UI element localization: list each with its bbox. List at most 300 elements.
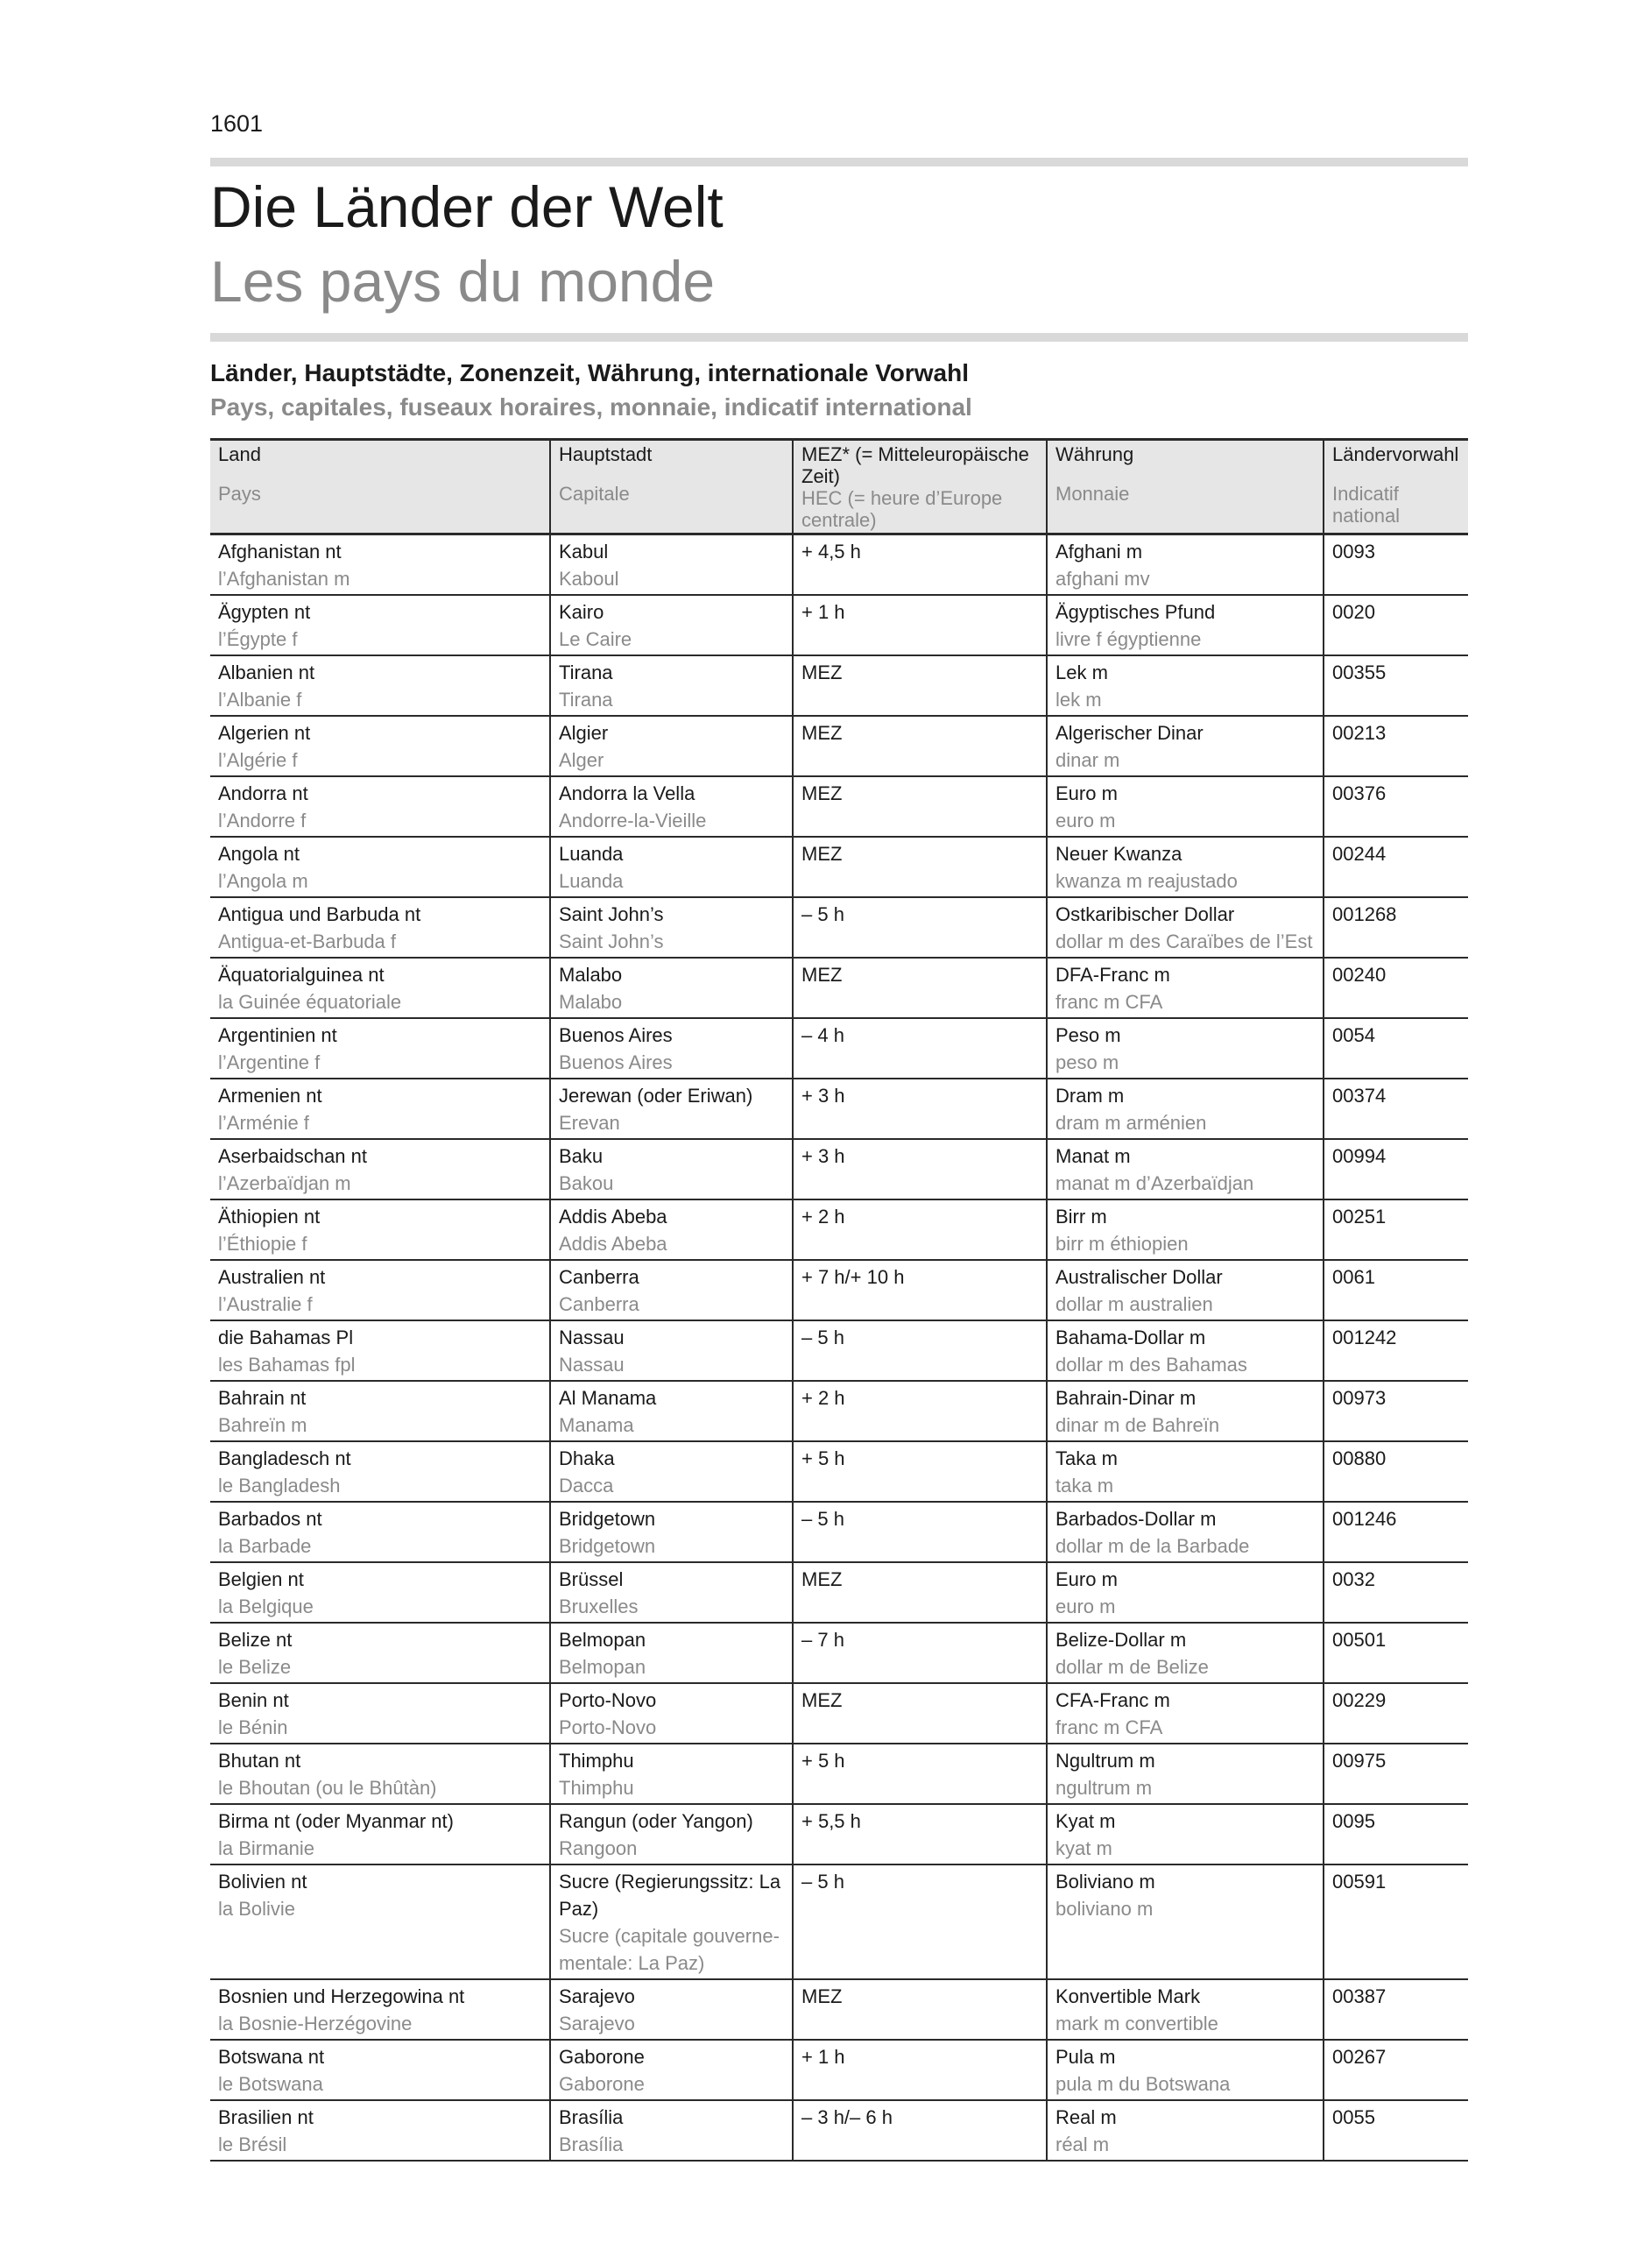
capital-de-text: Gaborone <box>559 2046 645 2068</box>
dial-code-cell <box>1324 534 1468 596</box>
country-fr-text: l’Argentine f <box>218 1051 321 1073</box>
currency-fr-text: livre f égyptienne <box>1055 628 1202 650</box>
table-row <box>210 1502 1468 1562</box>
time-de-text: + 3 h <box>801 1145 845 1167</box>
capital-de-text: Addis Abeba <box>559 1206 667 1228</box>
currency-cell <box>1047 2100 1324 2161</box>
time-cell <box>793 595 1047 655</box>
currency-de-text: Kyat m <box>1055 1810 1116 1832</box>
table-row <box>210 1320 1468 1381</box>
country-fr-text: Bahreïn m <box>218 1414 307 1436</box>
header-country <box>210 440 550 534</box>
currency-fr-text: birr m éthiopien <box>1055 1233 1189 1255</box>
header-dial-code-de: Ländervorwahl <box>1332 443 1459 465</box>
country-cell <box>210 1381 550 1441</box>
table-row <box>210 1018 1468 1079</box>
top-divider <box>210 158 1468 166</box>
capital-de-text: Kabul <box>559 541 609 563</box>
table-row <box>210 1804 1468 1864</box>
capital-fr-text: Manama <box>559 1414 634 1436</box>
section-divider <box>210 333 1468 342</box>
country-cell <box>210 2040 550 2100</box>
capital-de-text: Brasília <box>559 2106 624 2128</box>
capital-fr-text: Kaboul <box>559 568 619 590</box>
dial-code-cell <box>1324 897 1468 958</box>
country-cell <box>210 1864 550 1979</box>
table-row <box>210 897 1468 958</box>
currency-fr-text: euro m <box>1055 1596 1116 1617</box>
country-cell <box>210 1018 550 1079</box>
time-de-text: – 5 h <box>801 1327 844 1348</box>
currency-cell <box>1047 1260 1324 1320</box>
time-de-text: – 4 h <box>801 1024 844 1046</box>
currency-fr-text: dram m arménien <box>1055 1112 1207 1134</box>
table-row <box>210 595 1468 655</box>
currency-fr-text: dinar m <box>1055 749 1120 771</box>
currency-cell <box>1047 595 1324 655</box>
currency-cell <box>1047 958 1324 1018</box>
dial-code-de-text: 0061 <box>1332 1266 1375 1288</box>
country-cell <box>210 837 550 897</box>
capital-de-text: Porto-Novo <box>559 1689 657 1711</box>
capital-fr-text: Alger <box>559 749 604 771</box>
country-de-text: Argentinien nt <box>218 1024 337 1046</box>
currency-de-text: Belize-Dollar m <box>1055 1629 1187 1651</box>
country-de-text: Bhutan nt <box>218 1750 301 1772</box>
currency-cell <box>1047 1562 1324 1623</box>
time-cell <box>793 1683 1047 1744</box>
currency-fr-text: peso m <box>1055 1051 1119 1073</box>
currency-fr-text: franc m CFA <box>1055 1716 1163 1738</box>
time-cell <box>793 1199 1047 1260</box>
capital-fr-text: Rangoon <box>559 1837 638 1859</box>
currency-de-text: Bahrain-Dinar m <box>1055 1387 1197 1409</box>
country-cell <box>210 1623 550 1683</box>
capital-de-text: Brüssel <box>559 1568 624 1590</box>
time-cell <box>793 1260 1047 1320</box>
country-cell <box>210 1199 550 1260</box>
currency-fr-text: mark m convertible <box>1055 2013 1218 2034</box>
currency-de-text: Dram m <box>1055 1085 1125 1107</box>
currency-fr-text: réal m <box>1055 2133 1110 2155</box>
country-cell <box>210 1744 550 1804</box>
capital-fr-text: Belmopan <box>559 1656 646 1678</box>
header-country-de: Land <box>218 443 261 465</box>
country-fr-text: l’Afghanistan m <box>218 568 350 590</box>
country-fr-text: le Bénin <box>218 1716 288 1738</box>
table-row <box>210 655 1468 716</box>
capital-de-text: Belmopan <box>559 1629 646 1651</box>
capital-cell <box>550 1502 793 1562</box>
capital-fr-text: Buenos Aires <box>559 1051 673 1073</box>
country-cell <box>210 1139 550 1199</box>
time-de-text: – 7 h <box>801 1629 844 1651</box>
capital-fr-text: Andorre-la-Vieille <box>559 810 707 831</box>
time-cell <box>793 1441 1047 1502</box>
dial-code-cell <box>1324 655 1468 716</box>
country-fr-text: l’Égypte f <box>218 628 298 650</box>
time-de-text: + 5 h <box>801 1447 845 1469</box>
dial-code-cell <box>1324 1381 1468 1441</box>
country-de-text: Belgien nt <box>218 1568 304 1590</box>
capital-de-text: Jerewan (oder Eriwan) <box>559 1085 753 1107</box>
time-de-text: MEZ <box>801 1985 843 2007</box>
currency-de-text: Euro m <box>1055 782 1118 804</box>
country-cell <box>210 1562 550 1623</box>
section-title-fr: Pays, capitales, fuseaux horaires, monnaie, indicatif international <box>210 393 972 421</box>
capital-de-text: Canberra <box>559 1266 639 1288</box>
time-de-text: MEZ <box>801 843 843 865</box>
capital-fr-text: Bruxelles <box>559 1596 639 1617</box>
capital-fr-text: Erevan <box>559 1112 620 1134</box>
capital-fr-text: Addis Abeba <box>559 1233 667 1255</box>
time-cell <box>793 1502 1047 1562</box>
table-row <box>210 1199 1468 1260</box>
capital-fr-text: Luanda <box>559 870 624 892</box>
table-row <box>210 958 1468 1018</box>
capital-fr-text: Nassau <box>559 1354 625 1376</box>
currency-fr-text: dollar m de Belize <box>1055 1656 1209 1678</box>
capital-cell <box>550 1018 793 1079</box>
capital-de-text: Dhaka <box>559 1447 615 1469</box>
capital-cell <box>550 1804 793 1864</box>
capital-fr-text: Porto-Novo <box>559 1716 657 1738</box>
country-de-text: Birma nt (oder Myanmar nt) <box>218 1810 454 1832</box>
country-fr-text: l’Australie f <box>218 1293 313 1315</box>
currency-de-text: Taka m <box>1055 1447 1118 1469</box>
currency-fr-text: dollar m australien <box>1055 1293 1213 1315</box>
table-row <box>210 1683 1468 1744</box>
currency-cell <box>1047 1979 1324 2040</box>
time-de-text: – 3 h/– 6 h <box>801 2106 893 2128</box>
header-capital <box>550 440 793 534</box>
dial-code-de-text: 00213 <box>1332 722 1387 744</box>
currency-cell <box>1047 655 1324 716</box>
country-cell <box>210 716 550 776</box>
country-fr-text: l’Éthiopie f <box>218 1233 307 1255</box>
dial-code-cell <box>1324 1320 1468 1381</box>
time-de-text: + 1 h <box>801 2046 845 2068</box>
currency-cell <box>1047 716 1324 776</box>
country-de-text: Andorra nt <box>218 782 308 804</box>
currency-cell <box>1047 1199 1324 1260</box>
time-de-text: + 4,5 h <box>801 541 861 563</box>
currency-cell <box>1047 534 1324 596</box>
currency-de-text: Afghani m <box>1055 541 1143 563</box>
dial-code-de-text: 00376 <box>1332 782 1387 804</box>
capital-de-text: Luanda <box>559 843 624 865</box>
currency-de-text: Boliviano m <box>1055 1871 1155 1893</box>
country-fr-text: les Bahamas fpl <box>218 1354 356 1376</box>
time-de-text: + 5 h <box>801 1750 845 1772</box>
table-row <box>210 1139 1468 1199</box>
capital-de-text: Al Manama <box>559 1387 657 1409</box>
time-cell <box>793 776 1047 837</box>
dial-code-de-text: 0095 <box>1332 1810 1375 1832</box>
currency-fr-text: franc m CFA <box>1055 991 1163 1013</box>
dial-code-cell <box>1324 1562 1468 1623</box>
dial-code-de-text: 001242 <box>1332 1327 1397 1348</box>
capital-de-text: Algier <box>559 722 609 744</box>
capital-cell <box>550 1139 793 1199</box>
capital-cell <box>550 1260 793 1320</box>
country-fr-text: la Bosnie-Herzégovine <box>218 2013 413 2034</box>
dial-code-cell <box>1324 837 1468 897</box>
currency-fr-text: afghani mv <box>1055 568 1150 590</box>
time-cell <box>793 958 1047 1018</box>
country-fr-text: la Bolivie <box>218 1898 296 1920</box>
dial-code-de-text: 0020 <box>1332 601 1375 623</box>
capital-de-text: Bridgetown <box>559 1508 656 1530</box>
capital-cell <box>550 534 793 596</box>
country-fr-text: le Botswana <box>218 2073 323 2095</box>
country-cell <box>210 1441 550 1502</box>
capital-cell <box>550 2040 793 2100</box>
currency-de-text: Ostkaribischer Dollar <box>1055 903 1235 925</box>
dial-code-de-text: 0054 <box>1332 1024 1375 1046</box>
country-fr-text: l’Azerbaïdjan m <box>218 1172 351 1194</box>
country-de-text: Äquatorialguinea nt <box>218 964 385 986</box>
time-de-text: MEZ <box>801 964 843 986</box>
table-body <box>210 534 1468 2162</box>
time-cell <box>793 534 1047 596</box>
country-de-text: Angola nt <box>218 843 300 865</box>
table-row <box>210 1864 1468 1979</box>
capital-cell <box>550 595 793 655</box>
table-row <box>210 2040 1468 2100</box>
capital-fr-text: Malabo <box>559 991 623 1013</box>
country-fr-text: le Bangladesh <box>218 1475 341 1497</box>
dial-code-cell <box>1324 1502 1468 1562</box>
header-currency-fr: Monnaie <box>1055 483 1130 505</box>
capital-cell <box>550 1623 793 1683</box>
country-de-text: Botswana nt <box>218 2046 325 2068</box>
dial-code-de-text: 00229 <box>1332 1689 1387 1711</box>
time-cell <box>793 1804 1047 1864</box>
country-cell <box>210 958 550 1018</box>
header-time-zone-de: MEZ* (= Mitteleuropäische Zeit) <box>801 443 1029 487</box>
currency-de-text: Lek m <box>1055 662 1108 683</box>
currency-de-text: DFA-Franc m <box>1055 964 1170 986</box>
dial-code-de-text: 00994 <box>1332 1145 1387 1167</box>
currency-cell <box>1047 1320 1324 1381</box>
currency-de-text: Manat m <box>1055 1145 1131 1167</box>
table-row <box>210 1979 1468 2040</box>
capital-fr-text: Le Caire <box>559 628 632 650</box>
dial-code-cell <box>1324 2100 1468 2161</box>
currency-cell <box>1047 776 1324 837</box>
capital-de-text: Sucre (Regierungssitz: La Paz) <box>559 1871 781 1920</box>
time-cell <box>793 1562 1047 1623</box>
time-de-text: MEZ <box>801 782 843 804</box>
capital-de-text: Malabo <box>559 964 623 986</box>
table-row <box>210 534 1468 596</box>
country-fr-text: la Belgique <box>218 1596 314 1617</box>
capital-fr-text: Brasília <box>559 2133 624 2155</box>
dial-code-de-text: 0093 <box>1332 541 1375 563</box>
table-row <box>210 837 1468 897</box>
table-row <box>210 1079 1468 1139</box>
currency-de-text: Algerischer Dinar <box>1055 722 1204 744</box>
country-cell <box>210 1502 550 1562</box>
country-fr-text: l’Arménie f <box>218 1112 309 1134</box>
header-currency <box>1047 440 1324 534</box>
capital-fr-text: Thimphu <box>559 1777 634 1799</box>
dial-code-cell <box>1324 1744 1468 1804</box>
time-de-text: – 5 h <box>801 903 844 925</box>
dial-code-cell <box>1324 1199 1468 1260</box>
capital-cell <box>550 776 793 837</box>
table-row <box>210 776 1468 837</box>
table-row <box>210 1562 1468 1623</box>
currency-cell <box>1047 1683 1324 1744</box>
country-cell <box>210 1320 550 1381</box>
time-cell <box>793 1623 1047 1683</box>
dial-code-cell <box>1324 716 1468 776</box>
country-de-text: Brasilien nt <box>218 2106 314 2128</box>
country-de-text: Benin nt <box>218 1689 289 1711</box>
capital-cell <box>550 897 793 958</box>
currency-de-text: Australischer Dollar <box>1055 1266 1223 1288</box>
dial-code-de-text: 00591 <box>1332 1871 1387 1893</box>
time-cell <box>793 1744 1047 1804</box>
capital-cell <box>550 1744 793 1804</box>
dial-code-de-text: 00973 <box>1332 1387 1387 1409</box>
capital-fr-text: Sarajevo <box>559 2013 635 2034</box>
capital-fr-text: Saint John’s <box>559 930 664 952</box>
country-fr-text: l’Algérie f <box>218 749 298 771</box>
capital-fr-text: Bakou <box>559 1172 614 1194</box>
time-de-text: + 2 h <box>801 1206 845 1228</box>
table-header-row <box>210 440 1468 534</box>
country-fr-text: le Bhoutan (ou le Bhûtàn) <box>218 1777 437 1799</box>
currency-fr-text: pula m du Botswana <box>1055 2073 1231 2095</box>
capital-cell <box>550 1562 793 1623</box>
table-row <box>210 1441 1468 1502</box>
header-country-fr: Pays <box>218 483 261 505</box>
table-row <box>210 716 1468 776</box>
dial-code-de-text: 00251 <box>1332 1206 1387 1228</box>
currency-fr-text: dollar m des Caraïbes de l’Est <box>1055 930 1313 952</box>
table-row <box>210 1260 1468 1320</box>
page-number: 1601 <box>210 110 264 137</box>
country-cell <box>210 595 550 655</box>
capital-de-text: Nassau <box>559 1327 625 1348</box>
dial-code-de-text: 001268 <box>1332 903 1397 925</box>
capital-fr-text: Gaborone <box>559 2073 645 2095</box>
currency-de-text: Ägyptisches Pfund <box>1055 601 1216 623</box>
country-de-text: Afghanistan nt <box>218 541 342 563</box>
capital-de-text: Baku <box>559 1145 604 1167</box>
currency-cell <box>1047 1623 1324 1683</box>
country-de-text: Bahrain nt <box>218 1387 307 1409</box>
currency-cell <box>1047 1381 1324 1441</box>
time-de-text: – 5 h <box>801 1508 844 1530</box>
currency-cell <box>1047 1864 1324 1979</box>
country-de-text: Bosnien und Herzegowina nt <box>218 1985 465 2007</box>
capital-de-text: Thimphu <box>559 1750 634 1772</box>
capital-fr-text: Dacca <box>559 1475 614 1497</box>
country-cell <box>210 1804 550 1864</box>
time-de-text: MEZ <box>801 662 843 683</box>
dial-code-de-text: 00355 <box>1332 662 1387 683</box>
dial-code-cell <box>1324 2040 1468 2100</box>
time-cell <box>793 655 1047 716</box>
currency-fr-text: manat m d’Azerbaïdjan <box>1055 1172 1254 1194</box>
currency-cell <box>1047 897 1324 958</box>
time-cell <box>793 1381 1047 1441</box>
currency-fr-text: lek m <box>1055 689 1102 711</box>
capital-de-text: Saint John’s <box>559 903 664 925</box>
currency-de-text: Neuer Kwanza <box>1055 843 1183 865</box>
country-de-text: die Bahamas Pl <box>218 1327 354 1348</box>
capital-de-text: Tirana <box>559 662 613 683</box>
dial-code-cell <box>1324 1441 1468 1502</box>
time-de-text: MEZ <box>801 722 843 744</box>
dial-code-cell <box>1324 1260 1468 1320</box>
country-de-text: Armenien nt <box>218 1085 322 1107</box>
country-cell <box>210 1260 550 1320</box>
country-fr-text: le Brésil <box>218 2133 287 2155</box>
page-title-de: Die Länder der Welt <box>210 174 724 239</box>
table-row <box>210 1381 1468 1441</box>
currency-de-text: CFA-Franc m <box>1055 1689 1170 1711</box>
dial-code-cell <box>1324 595 1468 655</box>
country-cell <box>210 1979 550 2040</box>
country-de-text: Bolivien nt <box>218 1871 307 1893</box>
currency-fr-text: euro m <box>1055 810 1116 831</box>
country-fr-text: la Barbade <box>218 1535 312 1557</box>
dial-code-de-text: 00387 <box>1332 1985 1387 2007</box>
time-cell <box>793 897 1047 958</box>
currency-fr-text: kyat m <box>1055 1837 1112 1859</box>
country-de-text: Algerien nt <box>218 722 311 744</box>
country-de-text: Äthiopien nt <box>218 1206 321 1228</box>
dial-code-de-text: 00880 <box>1332 1447 1387 1469</box>
capital-fr-text: Tirana <box>559 689 613 711</box>
country-fr-text: l’Albanie f <box>218 689 302 711</box>
header-currency-de: Währung <box>1055 443 1134 465</box>
dial-code-de-text: 0032 <box>1332 1568 1375 1590</box>
capital-de-text: Rangun (oder Yangon) <box>559 1810 753 1832</box>
country-de-text: Albanien nt <box>218 662 315 683</box>
country-fr-text: le Belize <box>218 1656 292 1678</box>
time-de-text: + 1 h <box>801 601 845 623</box>
capital-cell <box>550 2100 793 2161</box>
dial-code-cell <box>1324 776 1468 837</box>
header-capital-de: Hauptstadt <box>559 443 653 465</box>
currency-cell <box>1047 1079 1324 1139</box>
header-time-zone <box>793 440 1047 534</box>
currency-fr-text: dollar m des Bahamas <box>1055 1354 1247 1376</box>
dial-code-cell <box>1324 958 1468 1018</box>
time-cell <box>793 1979 1047 2040</box>
time-de-text: + 3 h <box>801 1085 845 1107</box>
country-fr-text: l’Angola m <box>218 870 308 892</box>
dial-code-cell <box>1324 1623 1468 1683</box>
time-cell <box>793 2100 1047 2161</box>
dial-code-de-text: 00244 <box>1332 843 1387 865</box>
country-de-text: Australien nt <box>218 1266 326 1288</box>
country-cell <box>210 897 550 958</box>
currency-cell <box>1047 2040 1324 2100</box>
currency-de-text: Bahama-Dollar m <box>1055 1327 1206 1348</box>
country-cell <box>210 1079 550 1139</box>
header-dial-code <box>1324 440 1468 534</box>
dial-code-de-text: 00267 <box>1332 2046 1387 2068</box>
country-de-text: Antigua und Barbuda nt <box>218 903 421 925</box>
time-cell <box>793 1079 1047 1139</box>
